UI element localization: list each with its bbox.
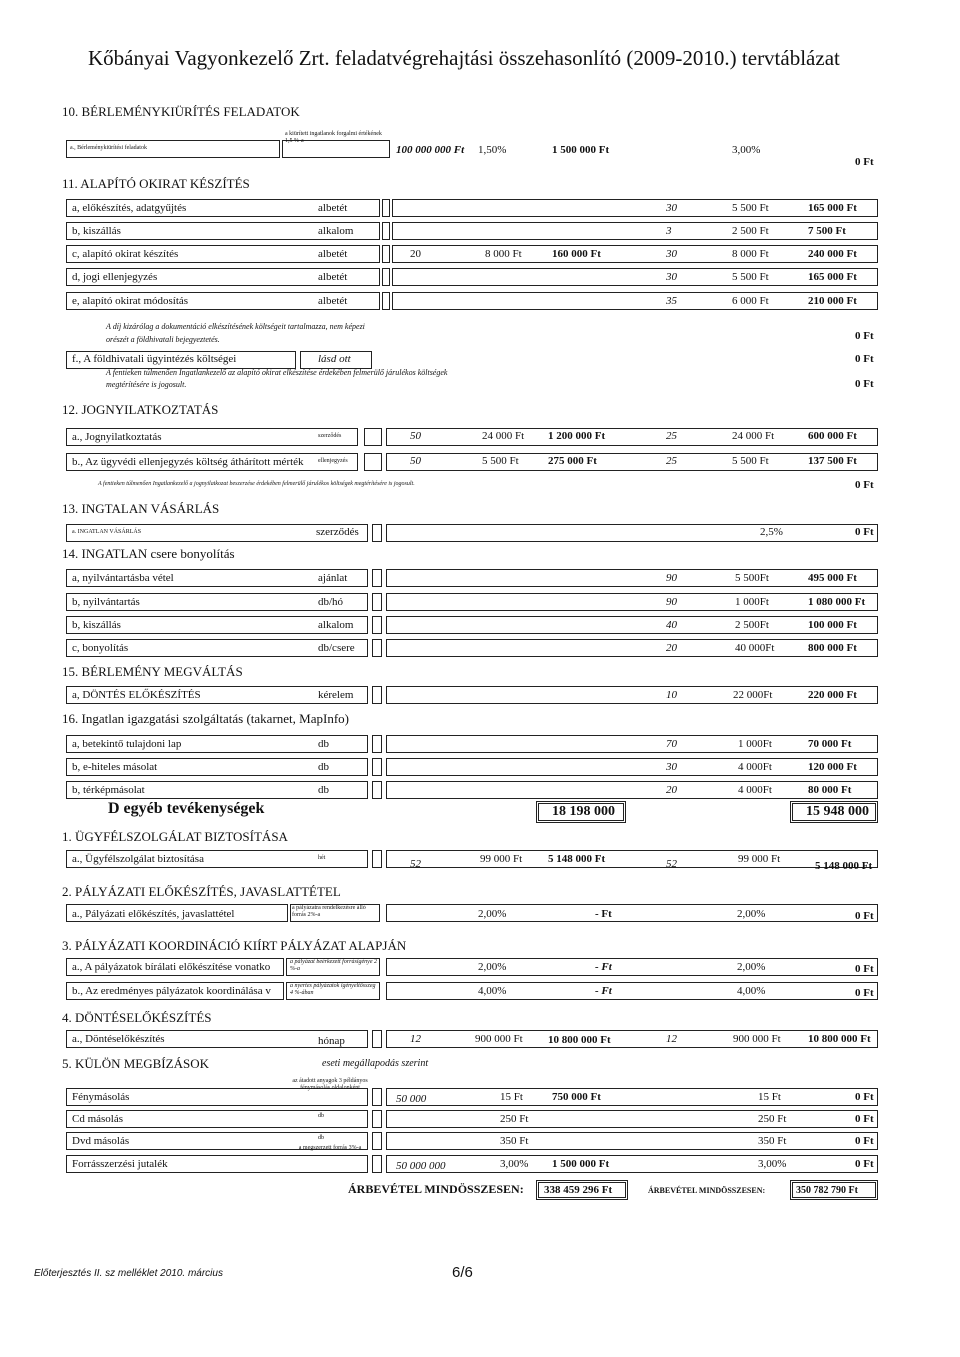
value-box	[386, 758, 878, 776]
value: 0 Ft	[855, 353, 874, 365]
row-label: Dvd másolás	[72, 1135, 130, 1147]
qty1: 12	[410, 1033, 421, 1045]
sep-box	[372, 850, 382, 868]
section-heading: 1. ÜGYFÉLSZOLGÁLAT BIZTOSÍTÁSA	[62, 829, 288, 844]
sep-box	[382, 245, 390, 263]
total2: 80 000 Ft	[808, 784, 852, 796]
value: 0 Ft	[855, 378, 874, 390]
unit: kérelem	[318, 689, 354, 701]
row-label: e, alapító okirat módosítás	[72, 295, 189, 307]
unit: a megszerzett forrás 3%-a	[298, 1145, 362, 1151]
unit: a pályázat beérkezett forrásigénye 2 %-a	[290, 959, 377, 972]
total-value-1: 338 459 296 Ft	[544, 1184, 613, 1196]
price2: 8 000 Ft	[732, 248, 769, 260]
price1: 24 000 Ft	[482, 430, 525, 442]
row-label: c, bonyolítás	[72, 642, 129, 654]
percent1: 4,00%	[478, 985, 507, 997]
qty2: 30	[666, 271, 677, 283]
qty2: 30	[666, 248, 677, 260]
unit: szerződés	[318, 433, 342, 439]
total2: 5 148 000 Ft	[815, 860, 873, 872]
total2: 495 000 Ft	[808, 572, 857, 584]
price2: 250 Ft	[758, 1113, 787, 1125]
unit: hét	[318, 855, 326, 861]
unit: albetét	[318, 271, 348, 283]
footer-left: Előterjesztés II. sz melléklet 2010. március	[34, 1268, 223, 1279]
value-box	[386, 593, 878, 611]
qty1: 50	[410, 430, 421, 442]
total2: 1 080 000 Ft	[808, 596, 866, 608]
note-text: orészét a földhivatali bejegyeztetés.	[106, 335, 220, 344]
total2: 0 Ft	[855, 1091, 874, 1103]
qty2: 90	[666, 596, 677, 608]
unit: db	[318, 738, 329, 750]
qty2: 20	[666, 642, 677, 654]
total2: 800 000 Ft	[808, 642, 857, 654]
note-text: megtérítésére is jogosult.	[106, 380, 187, 389]
value-box	[386, 639, 878, 657]
total1: 750 000 Ft	[552, 1091, 601, 1103]
price2: 900 000 Ft	[733, 1033, 781, 1045]
value-box	[386, 735, 878, 753]
row-label: a., Pályázati előkészítés, javaslattétel	[72, 908, 235, 920]
qty2: 3	[666, 225, 672, 237]
value-box	[386, 453, 878, 471]
note-text: A díj kizárólag a dokumentáció elkészítésének költségeit tartalmazza, nem képezi	[106, 322, 365, 331]
section-heading: 13. INGTALAN VÁSÁRLÁS	[62, 501, 220, 516]
unit: ellenjegyzés	[318, 458, 348, 464]
total1: 1 200 000 Ft	[548, 430, 606, 442]
row-label: d, jogi ellenjegyzés	[72, 271, 158, 283]
qty1: 50 000	[396, 1093, 427, 1105]
qty1: 50	[410, 455, 421, 467]
value-box	[386, 1132, 878, 1150]
subtotal-value-1: 18 198 000	[552, 804, 615, 819]
total-label-1: ÁRBEVÉTEL MINDÖSSZESEN:	[348, 1182, 524, 1196]
total1: 10 800 000 Ft	[548, 1034, 611, 1046]
value-box	[386, 1155, 878, 1173]
percent: 2,5%	[760, 526, 783, 538]
qty2: 35	[666, 295, 677, 307]
sep-box	[364, 453, 382, 471]
row-label: a., Jognyilatkoztatás	[72, 431, 162, 443]
row-label: a, nyilvántartásba vétel	[72, 572, 174, 584]
total1: 160 000 Ft	[552, 248, 601, 260]
total1: - Ft	[595, 908, 612, 920]
unit: db	[318, 1113, 324, 1119]
sep-box	[372, 1030, 382, 1048]
price2: 15 Ft	[758, 1091, 781, 1103]
value: 0 Ft	[855, 526, 874, 538]
value: 0 Ft	[855, 479, 874, 491]
total2: 70 000 Ft	[808, 738, 852, 750]
row-label: b., Az eredményes pályázatok koordinálása v	[72, 985, 271, 997]
value-box	[386, 1030, 878, 1048]
value-box	[386, 781, 878, 799]
value-box	[386, 1110, 878, 1128]
subtotal-value-2: 15 948 000	[806, 804, 869, 819]
unit: db	[318, 1135, 324, 1141]
row-label: b, kiszállás	[72, 619, 121, 631]
total2: 0 Ft	[855, 1158, 874, 1170]
row-label: b, kiszállás	[72, 225, 121, 237]
price1: 350 Ft	[500, 1135, 529, 1147]
value-box	[386, 524, 878, 542]
qty2: 90	[666, 572, 677, 584]
unit: szerződés	[316, 526, 359, 538]
sep-box	[364, 428, 382, 446]
price1: 99 000 Ft	[480, 853, 523, 865]
value-box	[392, 292, 878, 310]
row-label: a., Bérleménykiürítési feladatok	[70, 145, 147, 151]
value: 3,00%	[732, 144, 761, 156]
price2: 99 000 Ft	[738, 853, 781, 865]
total1: 275 000 Ft	[548, 455, 597, 467]
row-label: Fénymásolás	[72, 1091, 130, 1103]
value-box	[386, 982, 878, 1000]
price1: 3,00%	[500, 1158, 529, 1170]
page-title: Kőbányai Vagyonkezelő Zrt. feladatvégrehajtási összehasonlító (2009-2010.) tervtáblázat	[88, 46, 840, 70]
value-box	[386, 904, 878, 922]
total2: 120 000 Ft	[808, 761, 857, 773]
section-heading: 14. INGATLAN csere bonyolítás	[62, 546, 235, 561]
value: 1 500 000 Ft	[552, 144, 610, 156]
percent2: 2,00%	[737, 961, 766, 973]
sep-box	[372, 569, 382, 587]
price1: 15 Ft	[500, 1091, 523, 1103]
page-number: 6/6	[452, 1264, 473, 1281]
total2: 240 000 Ft	[808, 248, 857, 260]
section-heading: 16. Ingatlan igazgatási szolgáltatás (takarnet, MapInfo)	[62, 711, 349, 726]
qty2: 25	[666, 455, 677, 467]
row-label: b, térképmásolat	[72, 784, 145, 796]
subtotal-label: D egyéb tevékenységek	[108, 800, 265, 817]
percent1: 2,00%	[478, 908, 507, 920]
row-label: b, nyilvántartás	[72, 596, 140, 608]
sep-box	[372, 639, 382, 657]
section-heading: 10. BÉRLEMÉNYKIÜRÍTÉS FELADATOK	[62, 104, 300, 119]
percent2: 4,00%	[737, 985, 766, 997]
price1: 250 Ft	[500, 1113, 529, 1125]
value: 0 Ft	[855, 330, 874, 342]
sep-box	[372, 1110, 382, 1128]
qty1: 50 000 000	[396, 1160, 446, 1172]
section-heading: 11. ALAPÍTÓ OKIRAT KÉSZÍTÉS	[62, 176, 250, 191]
percent2: 2,00%	[737, 908, 766, 920]
unit: hónap	[318, 1035, 345, 1047]
total2: 165 000 Ft	[808, 202, 857, 214]
unit: alkalom	[318, 619, 354, 631]
total1: 1 500 000 Ft	[552, 1158, 610, 1170]
unit: lásd ott	[318, 353, 351, 365]
sep-box	[372, 593, 382, 611]
row-label: c, alapító okirat készítés	[72, 248, 179, 260]
qty2: 30	[666, 202, 677, 214]
qty2: 70	[666, 738, 677, 750]
unit: ajánlat	[318, 572, 348, 584]
unit: db/csere	[318, 642, 355, 654]
row-label: a, DÖNTÉS ELŐKÉSZÍTÉS	[72, 689, 201, 701]
total2: 0 Ft	[855, 910, 874, 922]
total1: 5 148 000 Ft	[548, 853, 606, 865]
unit: db/hó	[318, 596, 344, 608]
unit: albetét	[318, 202, 348, 214]
price2: 350 Ft	[758, 1135, 787, 1147]
total-label-2: ÁRBEVÉTEL MINDÖSSZESEN:	[648, 1186, 766, 1195]
sep-box	[372, 686, 382, 704]
price2: 6 000 Ft	[732, 295, 769, 307]
value-box	[392, 222, 878, 240]
section-heading: 15. BÉRLEMÉNY MEGVÁLTÁS	[62, 664, 243, 679]
price2: 1 000Ft	[738, 738, 772, 750]
total2: 600 000 Ft	[808, 430, 857, 442]
qty2: 30	[666, 761, 677, 773]
price2: 24 000 Ft	[732, 430, 775, 442]
section-heading: 4. DÖNTÉSELŐKÉSZÍTÉS	[62, 1010, 212, 1025]
total2: 0 Ft	[855, 1135, 874, 1147]
price2: 40 000Ft	[735, 642, 775, 654]
total2: 210 000 Ft	[808, 295, 857, 307]
price2: 1 000Ft	[735, 596, 769, 608]
unit: a nyertes pályázatok igényeltösszeg 4 %-ában	[290, 983, 376, 996]
unit: albetét	[318, 248, 348, 260]
unit: alkalom	[318, 225, 354, 237]
note-text: A fentieken túlmenően Ingatlankezelő a jognyilatkozat beszerzése érdekében felmerülő járulékos költségek megtérítésére is jogosult.	[98, 481, 415, 487]
total2: 137 500 Ft	[808, 455, 857, 467]
price2: 2 500 Ft	[732, 225, 769, 237]
value-box	[392, 268, 878, 286]
value-box	[386, 686, 878, 704]
sep-box	[382, 199, 390, 217]
price2: 5 500 Ft	[732, 455, 769, 467]
value-box	[392, 245, 878, 263]
sep-box	[372, 616, 382, 634]
sep-box	[372, 1088, 382, 1106]
sep-box	[382, 222, 390, 240]
row-label: a, előkészítés, adatgyűjtés	[72, 202, 187, 214]
qty2: 10	[666, 689, 677, 701]
row-label: b., Az ügyvédi ellenjegyzés költség áthárított mérték	[72, 456, 304, 468]
total1: - Ft	[595, 985, 612, 997]
value-box	[392, 199, 878, 217]
price2: 4 000Ft	[738, 761, 772, 773]
unit: a pályázatra rendelkezésre álló forrás 2%-a	[292, 905, 366, 918]
row-label: a., Döntéselőkészítés	[72, 1033, 165, 1045]
value-box	[386, 958, 878, 976]
total2: 100 000 Ft	[808, 619, 857, 631]
price2: 5 500Ft	[735, 572, 769, 584]
value-box	[386, 1088, 878, 1106]
price1: 5 500 Ft	[482, 455, 519, 467]
qty1: 52	[410, 858, 421, 870]
total-value-2: 350 782 790 Ft	[796, 1185, 858, 1196]
price2: 22 000Ft	[733, 689, 773, 701]
subhead: eseti megállapodás szerint	[322, 1058, 429, 1069]
qty2: 52	[666, 858, 677, 870]
sep-box	[382, 292, 390, 310]
total2: 10 800 000 Ft	[808, 1033, 871, 1045]
unit: az átadott anyagok 3 példányos fénymásolás oldalonként	[292, 1078, 368, 1091]
row-label: a. INGATLAN VÁSÁRLÁS	[72, 529, 142, 535]
qty2: 40	[666, 619, 677, 631]
sep-box	[372, 781, 382, 799]
total2: 0 Ft	[855, 963, 874, 975]
value: 1,50%	[478, 144, 507, 156]
price2: 3,00%	[758, 1158, 787, 1170]
percent1: 2,00%	[478, 961, 507, 973]
qty2: 20	[666, 784, 677, 796]
row-label: Cd másolás	[72, 1113, 124, 1125]
section-heading: 12. JOGNYILATKOZTATÁS	[62, 402, 219, 417]
section-heading: 5. KÜLÖN MEGBÍZÁSOK	[62, 1056, 209, 1071]
qty2: 12	[666, 1033, 677, 1045]
price2: 5 500 Ft	[732, 202, 769, 214]
price2: 4 000Ft	[738, 784, 772, 796]
section-heading: 2. PÁLYÁZATI ELŐKÉSZÍTÉS, JAVASLATTÉTEL	[62, 884, 341, 899]
total2: 0 Ft	[855, 987, 874, 999]
unit: db	[318, 761, 329, 773]
price1: 8 000 Ft	[485, 248, 522, 260]
unit: db	[318, 784, 329, 796]
total2: 7 500 Ft	[808, 225, 846, 237]
value: 100 000 000 Ft	[396, 144, 465, 156]
sep-box	[372, 524, 382, 542]
total1: - Ft	[595, 961, 612, 973]
price2: 5 500 Ft	[732, 271, 769, 283]
sep-box	[372, 1155, 382, 1173]
basis-text: a kiürített ingatlanok forgalmi értékének 1,5 %-a	[285, 131, 382, 144]
unit: albetét	[318, 295, 348, 307]
value-box	[386, 569, 878, 587]
total2: 0 Ft	[855, 1113, 874, 1125]
total2: 165 000 Ft	[808, 271, 857, 283]
sep-box	[372, 758, 382, 776]
value-box	[386, 428, 878, 446]
row-label: a, betekintő tulajdoni lap	[72, 738, 182, 750]
price1: 900 000 Ft	[475, 1033, 523, 1045]
sep-box	[372, 1132, 382, 1150]
row-label: Forrásszerzési jutalék	[72, 1158, 168, 1170]
note-text: A fentieken túlmenően Ingatlankezelő az alapító okirat elkészítése érdekében felmerülő járulékos költségek	[106, 368, 448, 377]
section-heading: 3. PÁLYÁZATI KOORDINÁCIÓ KIÍRT PÁLYÁZAT ALAPJÁN	[62, 938, 407, 953]
qty1: 20	[410, 248, 421, 260]
qty2: 25	[666, 430, 677, 442]
row-label: f., A földhivatali ügyintézés költségei	[72, 353, 237, 365]
value: 0 Ft	[855, 156, 874, 168]
total2: 220 000 Ft	[808, 689, 857, 701]
sep-box	[372, 735, 382, 753]
row-label: a., A pályázatok bírálati előkészítése vonatko	[72, 961, 271, 973]
value-box	[386, 850, 878, 868]
sep-box	[382, 268, 390, 286]
price2: 2 500Ft	[735, 619, 769, 631]
value-box	[386, 616, 878, 634]
row-label: a., Ügyfélszolgálat biztosítása	[72, 853, 204, 865]
row-label: b, e-hiteles másolat	[72, 761, 158, 773]
